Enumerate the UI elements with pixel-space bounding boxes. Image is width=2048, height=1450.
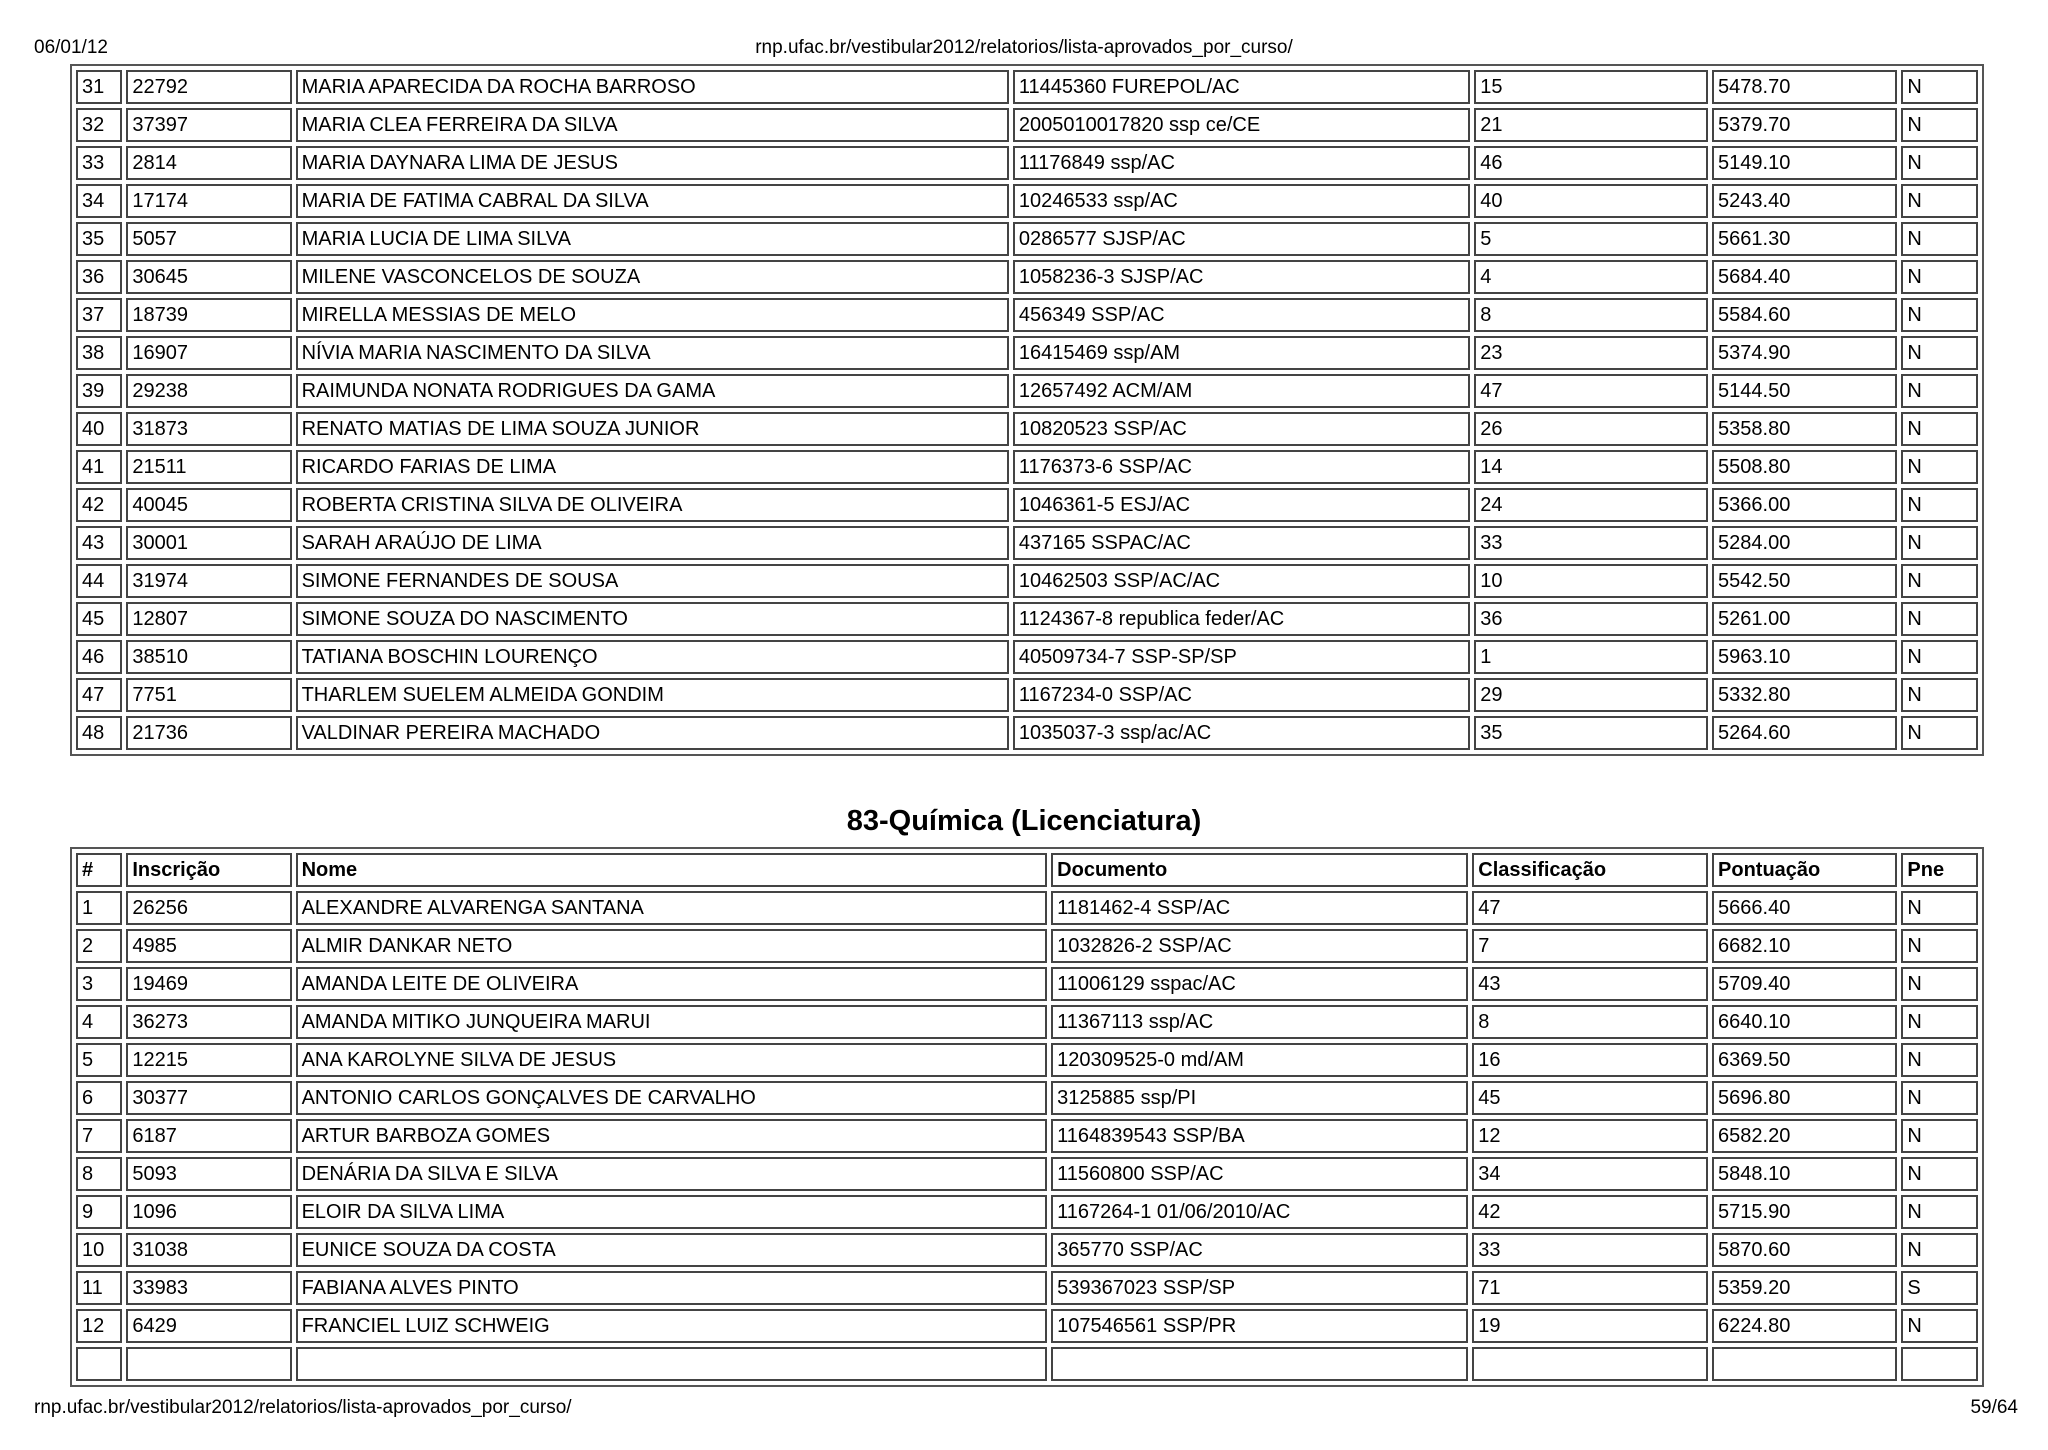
table-cell: S bbox=[1901, 1271, 1978, 1305]
table-cell: 1164839543 SSP/BA bbox=[1051, 1119, 1468, 1153]
table-cell: N bbox=[1901, 967, 1978, 1001]
table-cell: 5684.40 bbox=[1712, 260, 1897, 294]
table-cell: N bbox=[1901, 1119, 1978, 1153]
table-cell: 1176373-6 SSP/AC bbox=[1013, 450, 1470, 484]
table-row bbox=[76, 336, 1978, 370]
table-cell: 4 bbox=[1474, 260, 1708, 294]
table-cell: 10462503 SSP/AC/AC bbox=[1013, 564, 1470, 598]
table-row bbox=[76, 967, 1978, 1001]
table-cell: 2 bbox=[76, 929, 122, 963]
table-cell: 1167264-1 01/06/2010/AC bbox=[1051, 1195, 1468, 1229]
table-cell: N bbox=[1901, 450, 1978, 484]
table-cell: NÍVIA MARIA NASCIMENTO DA SILVA bbox=[296, 336, 1009, 370]
table-row-cut-off bbox=[76, 1347, 1978, 1381]
table-cell: 23 bbox=[1474, 336, 1708, 370]
table-cell: FABIANA ALVES PINTO bbox=[296, 1271, 1048, 1305]
table-cell: 34 bbox=[76, 184, 122, 218]
table-row bbox=[76, 640, 1978, 674]
table-cell: 5144.50 bbox=[1712, 374, 1897, 408]
table-cell: 32 bbox=[76, 108, 122, 142]
table-cell: 539367023 SSP/SP bbox=[1051, 1271, 1468, 1305]
table-cell: 107546561 SSP/PR bbox=[1051, 1309, 1468, 1343]
table-row bbox=[76, 184, 1978, 218]
table-cell: 5379.70 bbox=[1712, 108, 1897, 142]
table-cell: RENATO MATIAS DE LIMA SOUZA JUNIOR bbox=[296, 412, 1009, 446]
table-cell: 8 bbox=[1472, 1005, 1708, 1039]
table-row bbox=[76, 108, 1978, 142]
table-cell: ELOIR DA SILVA LIMA bbox=[296, 1195, 1048, 1229]
table-cell: 5715.90 bbox=[1712, 1195, 1897, 1229]
table-row bbox=[76, 891, 1978, 925]
table-cell: N bbox=[1901, 1043, 1978, 1077]
table-cell: 36 bbox=[76, 260, 122, 294]
table-cell: 8 bbox=[1474, 298, 1708, 332]
table-cell: 16415469 ssp/AM bbox=[1013, 336, 1470, 370]
table-cell: 11367113 ssp/AC bbox=[1051, 1005, 1468, 1039]
table-cell: 21736 bbox=[126, 716, 291, 750]
table-row bbox=[76, 1233, 1978, 1267]
table-cell: 6224.80 bbox=[1712, 1309, 1897, 1343]
table-cell: 30001 bbox=[126, 526, 291, 560]
table-cell: 1124367-8 republica feder/AC bbox=[1013, 602, 1470, 636]
table-cell: 7 bbox=[76, 1119, 122, 1153]
table-cell: 1046361-5 ESJ/AC bbox=[1013, 488, 1470, 522]
table-cell: 11006129 sspac/AC bbox=[1051, 967, 1468, 1001]
table-cell: 5093 bbox=[126, 1157, 291, 1191]
table-row bbox=[76, 716, 1978, 750]
table-cell: AMANDA MITIKO JUNQUEIRA MARUI bbox=[296, 1005, 1048, 1039]
table-cell: 5666.40 bbox=[1712, 891, 1897, 925]
table-cell: MILENE VASCONCELOS DE SOUZA bbox=[296, 260, 1009, 294]
table-cell: 47 bbox=[1474, 374, 1708, 408]
table-cell: 44 bbox=[76, 564, 122, 598]
table-cell: 31974 bbox=[126, 564, 291, 598]
table-cell: ANTONIO CARLOS GONÇALVES DE CARVALHO bbox=[296, 1081, 1048, 1115]
table-cell: DENÁRIA DA SILVA E SILVA bbox=[296, 1157, 1048, 1191]
table-cell: 35 bbox=[76, 222, 122, 256]
table-cell: N bbox=[1901, 716, 1978, 750]
table-cell: 34 bbox=[1472, 1157, 1708, 1191]
table-cell: N bbox=[1901, 108, 1978, 142]
table-cell: 5 bbox=[76, 1043, 122, 1077]
table-cell bbox=[1051, 1347, 1468, 1381]
table-cell: 2005010017820 ssp ce/CE bbox=[1013, 108, 1470, 142]
table-cell: 30645 bbox=[126, 260, 291, 294]
table-cell: N bbox=[1901, 640, 1978, 674]
table-cell: EUNICE SOUZA DA COSTA bbox=[296, 1233, 1048, 1267]
table-cell: 11445360 FUREPOL/AC bbox=[1013, 70, 1470, 104]
continued-results-body bbox=[76, 70, 1978, 750]
table-cell: 15 bbox=[1474, 70, 1708, 104]
table-cell: 2814 bbox=[126, 146, 291, 180]
table-cell: 120309525-0 md/AM bbox=[1051, 1043, 1468, 1077]
table-cell: 5243.40 bbox=[1712, 184, 1897, 218]
table-cell: 7751 bbox=[126, 678, 291, 712]
table-cell: N bbox=[1901, 488, 1978, 522]
table-cell: VALDINAR PEREIRA MACHADO bbox=[296, 716, 1009, 750]
table-cell: 45 bbox=[76, 602, 122, 636]
table-cell: 26 bbox=[1474, 412, 1708, 446]
table-cell: 12807 bbox=[126, 602, 291, 636]
table-cell: 5358.80 bbox=[1712, 412, 1897, 446]
table-cell: THARLEM SUELEM ALMEIDA GONDIM bbox=[296, 678, 1009, 712]
table-cell: 21511 bbox=[126, 450, 291, 484]
table-cell: 456349 SSP/AC bbox=[1013, 298, 1470, 332]
table-cell: 6582.20 bbox=[1712, 1119, 1897, 1153]
table-cell: 47 bbox=[1472, 891, 1708, 925]
table-cell: 38 bbox=[76, 336, 122, 370]
table-row bbox=[76, 564, 1978, 598]
table-cell: 5709.40 bbox=[1712, 967, 1897, 1001]
table-cell: N bbox=[1901, 374, 1978, 408]
print-header-url: rnp.ufac.br/vestibular2012/relatorios/lista-aprovados_por_curso/ bbox=[755, 37, 1293, 58]
table-cell: 5963.10 bbox=[1712, 640, 1897, 674]
table-cell: FRANCIEL LUIZ SCHWEIG bbox=[296, 1309, 1048, 1343]
table-cell: 11560800 SSP/AC bbox=[1051, 1157, 1468, 1191]
print-date: 06/01/12 bbox=[34, 37, 108, 58]
table-cell: 11176849 ssp/AC bbox=[1013, 146, 1470, 180]
table-cell: 1058236-3 SJSP/AC bbox=[1013, 260, 1470, 294]
table-cell: RICARDO FARIAS DE LIMA bbox=[296, 450, 1009, 484]
table-cell: 14 bbox=[1474, 450, 1708, 484]
table-cell: 40 bbox=[76, 412, 122, 446]
table-cell: 36273 bbox=[126, 1005, 291, 1039]
quimica-results-table bbox=[70, 847, 1984, 1387]
table-cell: N bbox=[1901, 1309, 1978, 1343]
table-cell: 5 bbox=[1474, 222, 1708, 256]
table-cell: 5149.10 bbox=[1712, 146, 1897, 180]
table-cell: N bbox=[1901, 412, 1978, 446]
table-cell: 5374.90 bbox=[1712, 336, 1897, 370]
table-cell bbox=[1901, 1347, 1978, 1381]
table-cell: MARIA APARECIDA DA ROCHA BARROSO bbox=[296, 70, 1009, 104]
quimica-results-body bbox=[76, 891, 1978, 1381]
table-cell: 31 bbox=[76, 70, 122, 104]
table-cell: 365770 SSP/AC bbox=[1051, 1233, 1468, 1267]
table-cell: 9 bbox=[76, 1195, 122, 1229]
table-cell: 43 bbox=[1472, 967, 1708, 1001]
table-cell: N bbox=[1901, 1005, 1978, 1039]
table-cell: 1035037-3 ssp/ac/AC bbox=[1013, 716, 1470, 750]
table-cell: 42 bbox=[76, 488, 122, 522]
table-cell: 5848.10 bbox=[1712, 1157, 1897, 1191]
table-cell: 21 bbox=[1474, 108, 1708, 142]
table-cell: 71 bbox=[1472, 1271, 1708, 1305]
table-cell: 437165 SSPAC/AC bbox=[1013, 526, 1470, 560]
table-row bbox=[76, 1271, 1978, 1305]
table-cell: N bbox=[1901, 146, 1978, 180]
table-cell: 3 bbox=[76, 967, 122, 1001]
table-cell: 12657492 ACM/AM bbox=[1013, 374, 1470, 408]
table-cell: AMANDA LEITE DE OLIVEIRA bbox=[296, 967, 1048, 1001]
column-header: Nome bbox=[296, 853, 1048, 887]
table-cell: ALEXANDRE ALVARENGA SANTANA bbox=[296, 891, 1048, 925]
table-cell: ROBERTA CRISTINA SILVA DE OLIVEIRA bbox=[296, 488, 1009, 522]
table-cell: N bbox=[1901, 336, 1978, 370]
table-cell: 5696.80 bbox=[1712, 1081, 1897, 1115]
table-cell: SARAH ARAÚJO DE LIMA bbox=[296, 526, 1009, 560]
table-cell: 22792 bbox=[126, 70, 291, 104]
table-cell: 43 bbox=[76, 526, 122, 560]
table-cell: N bbox=[1901, 1195, 1978, 1229]
table-cell: 26256 bbox=[126, 891, 291, 925]
table-cell: 1 bbox=[76, 891, 122, 925]
table-cell: 10 bbox=[76, 1233, 122, 1267]
table-cell: 0286577 SJSP/AC bbox=[1013, 222, 1470, 256]
table-cell: 5542.50 bbox=[1712, 564, 1897, 598]
table-cell: 7 bbox=[1472, 929, 1708, 963]
table-cell: 1181462-4 SSP/AC bbox=[1051, 891, 1468, 925]
column-header: Inscrição bbox=[126, 853, 291, 887]
table-cell: RAIMUNDA NONATA RODRIGUES DA GAMA bbox=[296, 374, 1009, 408]
table-cell: 6640.10 bbox=[1712, 1005, 1897, 1039]
table-row bbox=[76, 260, 1978, 294]
table-cell: 3125885 ssp/PI bbox=[1051, 1081, 1468, 1115]
table-cell: SIMONE FERNANDES DE SOUSA bbox=[296, 564, 1009, 598]
table-cell bbox=[296, 1347, 1048, 1381]
table-row bbox=[76, 1005, 1978, 1039]
table-cell: 12215 bbox=[126, 1043, 291, 1077]
table-cell: N bbox=[1901, 1233, 1978, 1267]
table-cell: TATIANA BOSCHIN LOURENÇO bbox=[296, 640, 1009, 674]
table-cell: 37 bbox=[76, 298, 122, 332]
table-cell bbox=[126, 1347, 291, 1381]
table-cell: 40509734-7 SSP-SP/SP bbox=[1013, 640, 1470, 674]
table-cell: 47 bbox=[76, 678, 122, 712]
table-row bbox=[76, 450, 1978, 484]
table-cell: N bbox=[1901, 929, 1978, 963]
table-cell: 5284.00 bbox=[1712, 526, 1897, 560]
column-header: Pne bbox=[1901, 853, 1978, 887]
table-cell: 29 bbox=[1474, 678, 1708, 712]
table-cell: N bbox=[1901, 1081, 1978, 1115]
table-cell: 1096 bbox=[126, 1195, 291, 1229]
table-cell: 5584.60 bbox=[1712, 298, 1897, 332]
table-row bbox=[76, 1309, 1978, 1343]
table-cell: ANA KAROLYNE SILVA DE JESUS bbox=[296, 1043, 1048, 1077]
table-cell: 31038 bbox=[126, 1233, 291, 1267]
table-cell: 33 bbox=[1472, 1233, 1708, 1267]
table-cell: 38510 bbox=[126, 640, 291, 674]
table-cell: 5359.20 bbox=[1712, 1271, 1897, 1305]
table-cell: 4 bbox=[76, 1005, 122, 1039]
table-cell: 31873 bbox=[126, 412, 291, 446]
table-cell: 1167234-0 SSP/AC bbox=[1013, 678, 1470, 712]
table-cell: N bbox=[1901, 298, 1978, 332]
table-cell: 35 bbox=[1474, 716, 1708, 750]
table-cell: N bbox=[1901, 184, 1978, 218]
table-cell: 41 bbox=[76, 450, 122, 484]
table-row bbox=[76, 412, 1978, 446]
table-cell: N bbox=[1901, 564, 1978, 598]
table-cell: MARIA CLEA FERREIRA DA SILVA bbox=[296, 108, 1009, 142]
table-cell: 16907 bbox=[126, 336, 291, 370]
table-cell: 29238 bbox=[126, 374, 291, 408]
continued-results-table bbox=[70, 64, 1984, 756]
table-row bbox=[76, 222, 1978, 256]
table-cell: 6429 bbox=[126, 1309, 291, 1343]
table-cell: N bbox=[1901, 222, 1978, 256]
table-cell: 12 bbox=[1472, 1119, 1708, 1153]
table-cell: 36 bbox=[1474, 602, 1708, 636]
column-header: Classificação bbox=[1472, 853, 1708, 887]
table-cell: N bbox=[1901, 602, 1978, 636]
table-cell: 45 bbox=[1472, 1081, 1708, 1115]
table-cell: 5870.60 bbox=[1712, 1233, 1897, 1267]
table-cell: N bbox=[1901, 891, 1978, 925]
table-cell: 48 bbox=[76, 716, 122, 750]
table-row bbox=[76, 1081, 1978, 1115]
table-cell: 42 bbox=[1472, 1195, 1708, 1229]
table-cell: 40 bbox=[1474, 184, 1708, 218]
table-cell: N bbox=[1901, 678, 1978, 712]
table-row bbox=[76, 1043, 1978, 1077]
table-cell: 1032826-2 SSP/AC bbox=[1051, 929, 1468, 963]
table-cell: 19469 bbox=[126, 967, 291, 1001]
table-cell: 10246533 ssp/AC bbox=[1013, 184, 1470, 218]
table-cell: 12 bbox=[76, 1309, 122, 1343]
table-cell: 6682.10 bbox=[1712, 929, 1897, 963]
column-header: # bbox=[76, 853, 122, 887]
table-row bbox=[76, 298, 1978, 332]
table-cell: 4985 bbox=[126, 929, 291, 963]
table-header-row bbox=[76, 853, 1978, 887]
table-cell: 6187 bbox=[126, 1119, 291, 1153]
table-cell bbox=[1712, 1347, 1897, 1381]
table-row bbox=[76, 929, 1978, 963]
table-cell: 18739 bbox=[126, 298, 291, 332]
table-cell: 5261.00 bbox=[1712, 602, 1897, 636]
column-header: Documento bbox=[1051, 853, 1468, 887]
table-cell: 1 bbox=[1474, 640, 1708, 674]
table-cell: MARIA DE FATIMA CABRAL DA SILVA bbox=[296, 184, 1009, 218]
table-cell: 30377 bbox=[126, 1081, 291, 1115]
table-row bbox=[76, 526, 1978, 560]
table-row bbox=[76, 70, 1978, 104]
table-cell: 8 bbox=[76, 1157, 122, 1191]
table-cell: 17174 bbox=[126, 184, 291, 218]
table-cell: 10820523 SSP/AC bbox=[1013, 412, 1470, 446]
table-cell: 24 bbox=[1474, 488, 1708, 522]
table-row bbox=[76, 1119, 1978, 1153]
table-row bbox=[76, 146, 1978, 180]
table-cell: MIRELLA MESSIAS DE MELO bbox=[296, 298, 1009, 332]
table-cell: ARTUR BARBOZA GOMES bbox=[296, 1119, 1048, 1153]
table-row bbox=[76, 374, 1978, 408]
table-cell: N bbox=[1901, 526, 1978, 560]
table-row bbox=[76, 678, 1978, 712]
table-cell: 5661.30 bbox=[1712, 222, 1897, 256]
table-cell: 40045 bbox=[126, 488, 291, 522]
table-cell: 11 bbox=[76, 1271, 122, 1305]
table-cell: MARIA LUCIA DE LIMA SILVA bbox=[296, 222, 1009, 256]
table-cell bbox=[76, 1347, 122, 1381]
table-cell: 5478.70 bbox=[1712, 70, 1897, 104]
table-cell: 19 bbox=[1472, 1309, 1708, 1343]
table-cell: 46 bbox=[76, 640, 122, 674]
table-cell: 46 bbox=[1474, 146, 1708, 180]
table-cell: ALMIR DANKAR NETO bbox=[296, 929, 1048, 963]
table-row bbox=[76, 1195, 1978, 1229]
table-cell: 5057 bbox=[126, 222, 291, 256]
table-cell: 33 bbox=[1474, 526, 1708, 560]
table-cell: 6369.50 bbox=[1712, 1043, 1897, 1077]
table-cell: 5366.00 bbox=[1712, 488, 1897, 522]
table-cell: 37397 bbox=[126, 108, 291, 142]
table-row bbox=[76, 488, 1978, 522]
table-cell: 39 bbox=[76, 374, 122, 408]
table-cell: 5264.60 bbox=[1712, 716, 1897, 750]
table-cell: 10 bbox=[1474, 564, 1708, 598]
table-cell: 5508.80 bbox=[1712, 450, 1897, 484]
table-cell: N bbox=[1901, 260, 1978, 294]
table-cell: 16 bbox=[1472, 1043, 1708, 1077]
page-number: 59/64 bbox=[1970, 1397, 2018, 1418]
table-cell: 33983 bbox=[126, 1271, 291, 1305]
table-row bbox=[76, 602, 1978, 636]
table-cell: 6 bbox=[76, 1081, 122, 1115]
table-cell: N bbox=[1901, 1157, 1978, 1191]
table-cell: 33 bbox=[76, 146, 122, 180]
table-cell: SIMONE SOUZA DO NASCIMENTO bbox=[296, 602, 1009, 636]
section-title: 83-Química (Licenciatura) bbox=[846, 805, 1202, 837]
column-header: Pontuação bbox=[1712, 853, 1897, 887]
table-cell: 5332.80 bbox=[1712, 678, 1897, 712]
table-cell bbox=[1472, 1347, 1708, 1381]
table-row bbox=[76, 1157, 1978, 1191]
print-footer-url: rnp.ufac.br/vestibular2012/relatorios/lista-aprovados_por_curso/ bbox=[34, 1397, 572, 1418]
table-cell: MARIA DAYNARA LIMA DE JESUS bbox=[296, 146, 1009, 180]
table-cell: N bbox=[1901, 70, 1978, 104]
